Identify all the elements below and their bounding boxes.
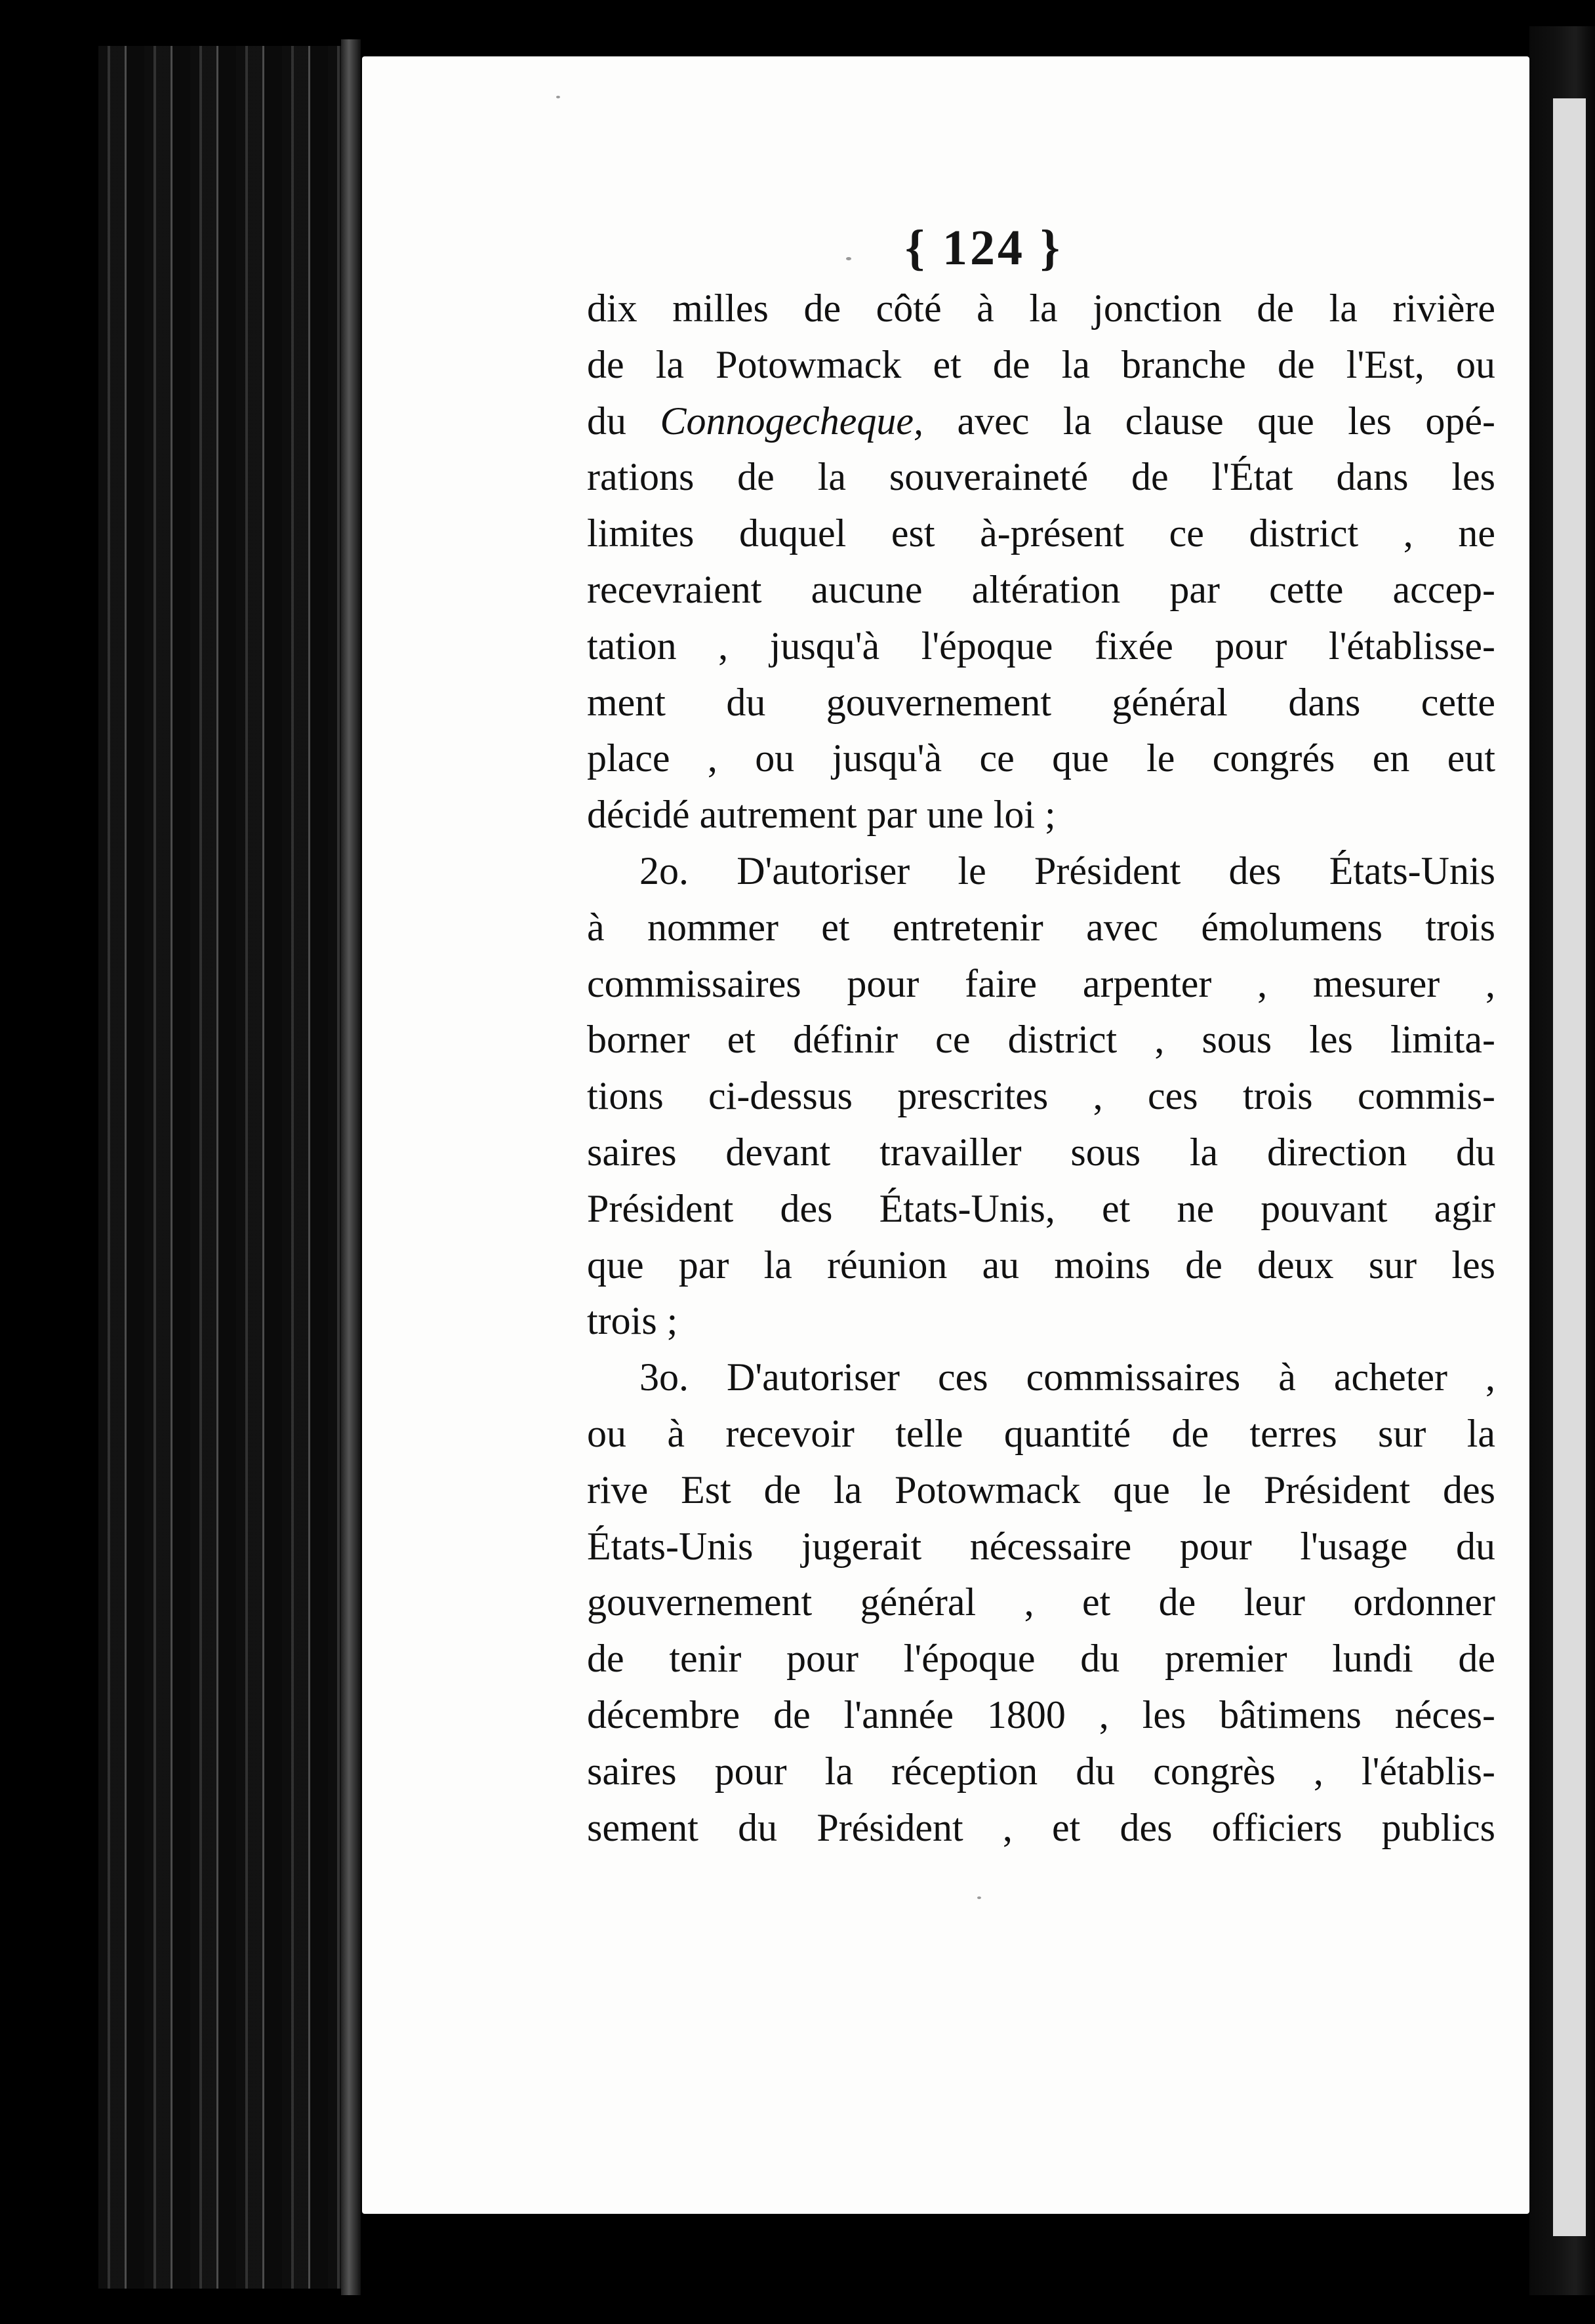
text-line: sement du Président , et des officiers publics — [587, 1805, 1495, 1849]
paper-speck — [846, 257, 851, 260]
text-line: décidé autrement par une loi ; — [587, 793, 1056, 837]
text-line: tions ci-dessus prescrites , ces trois commis- — [587, 1074, 1495, 1118]
text-line: rive Est de la Potowmack que le Président des — [587, 1468, 1495, 1512]
text-line: ou à recevoir telle quantité de terres sur la — [587, 1411, 1495, 1455]
text-line: recevraient aucune altération par cette accep- — [587, 567, 1495, 611]
text-line: limites duquel est à-présent ce district , ne — [587, 511, 1495, 555]
adjacent-page-sliver — [1553, 98, 1586, 2236]
binding-edge — [341, 39, 361, 2295]
text-line: à nommer et entretenir avec émolumens trois — [587, 905, 1495, 949]
text-line: tation , jusqu'à l'époque fixée pour l'établisse- — [587, 624, 1495, 668]
page-number: { 124 } — [905, 220, 1062, 275]
text-line: 2o. D'autoriser le Président des États-Unis — [639, 849, 1495, 892]
text-line: que par la réunion au moins de deux sur les — [587, 1243, 1495, 1287]
text-segment: avec la clause que les opé- — [923, 399, 1496, 443]
book-spine — [98, 46, 361, 2289]
body-text — [587, 281, 1495, 1856]
text-line: de tenir pour l'époque du premier lundi de — [587, 1637, 1495, 1681]
paper-speck — [977, 1896, 981, 1899]
text-line: saires pour la réception du congrès , l'établis- — [587, 1749, 1495, 1793]
text-line: rations de la souveraineté de l'État dans les — [587, 455, 1495, 499]
text-line: dix milles de côté à la jonction de la rivière — [587, 287, 1495, 330]
text-line: trois ; — [587, 1299, 678, 1343]
text-line: commissaires pour faire arpenter , mesurer , — [587, 961, 1495, 1005]
text-line: de la Potowmack et de la branche de l'Est, ou — [587, 342, 1495, 386]
text-line: décembre de l'année 1800 , les bâtimens néces- — [587, 1693, 1495, 1736]
text-line: gouvernement général , et de leur ordonner — [587, 1580, 1495, 1624]
text-line — [587, 393, 1495, 450]
italic-place-name: Connogecheque, — [660, 399, 924, 443]
text-line: borner et définir ce district , sous les limita- — [587, 1018, 1495, 1062]
text-line: Président des États-Unis, et ne pouvant agir — [587, 1186, 1495, 1230]
text-line: États-Unis jugerait nécessaire pour l'usage du — [587, 1524, 1495, 1568]
text-line: saires devant travailler sous la direction du — [587, 1130, 1495, 1174]
text-line: 3o. D'autoriser ces commissaires à acheter , — [639, 1355, 1495, 1399]
text-segment: du — [587, 399, 660, 443]
text-line: ment du gouvernement général dans cette — [587, 680, 1495, 724]
text-line: place , ou jusqu'à ce que le congrés en eut — [587, 736, 1495, 780]
paper-speck — [556, 96, 560, 98]
